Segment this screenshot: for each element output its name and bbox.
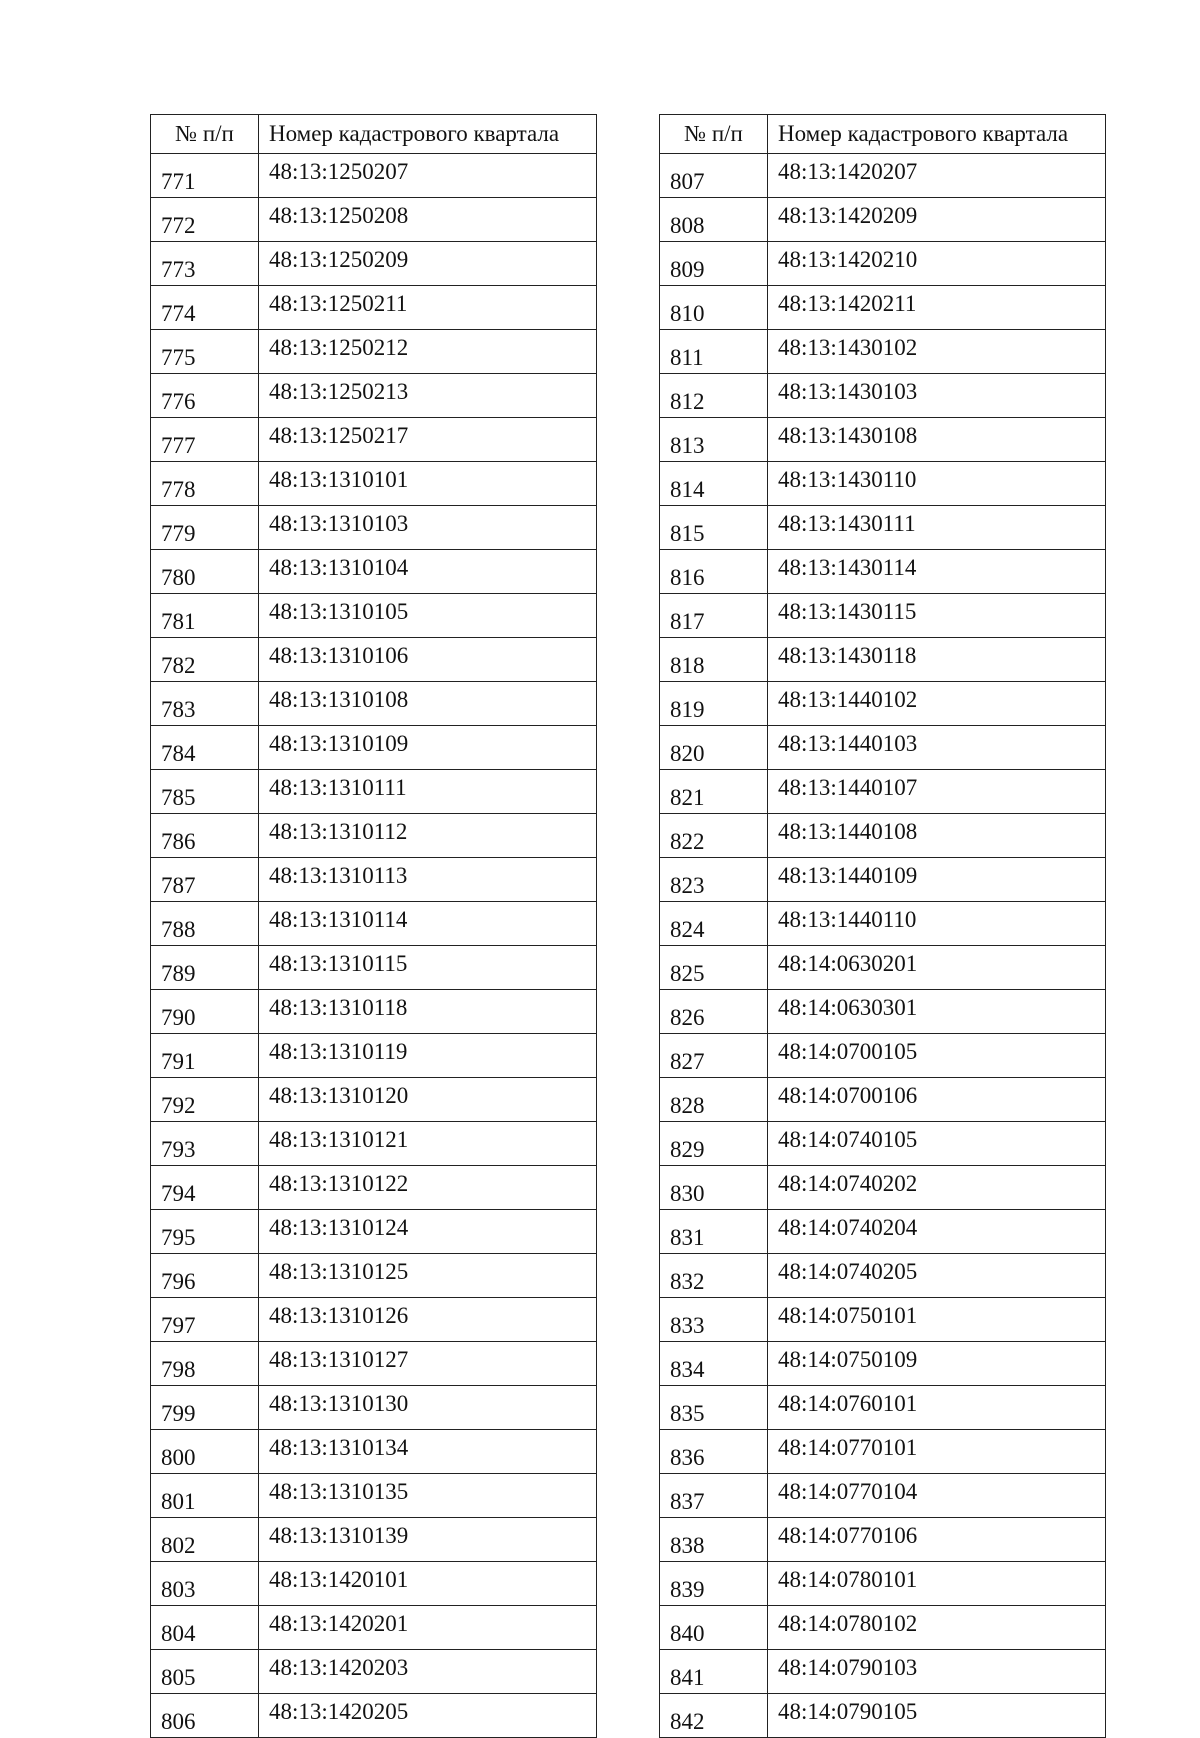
row-number-cell: 779 [151, 506, 259, 550]
row-number-cell: 771 [151, 154, 259, 198]
row-number-cell: 780 [151, 550, 259, 594]
row-number-cell: 796 [151, 1254, 259, 1298]
cadastral-quarter-cell: 48:13:1430110 [768, 462, 1106, 506]
cadastral-quarter-cell: 48:13:1430111 [768, 506, 1106, 550]
cadastral-quarter-cell: 48:13:1420207 [768, 154, 1106, 198]
table-row [660, 770, 1106, 814]
table-row [660, 1562, 1106, 1606]
row-number-cell: 783 [151, 682, 259, 726]
cadastral-quarter-cell: 48:13:1420210 [768, 242, 1106, 286]
cadastral-quarter-cell: 48:13:1310109 [259, 726, 597, 770]
table-row [660, 198, 1106, 242]
cadastral-quarter-cell: 48:14:0630201 [768, 946, 1106, 990]
row-number-cell: 821 [660, 770, 768, 814]
table-row [660, 1034, 1106, 1078]
row-number-cell: 772 [151, 198, 259, 242]
table-row [660, 814, 1106, 858]
table-row [151, 1474, 597, 1518]
column-header-cadastral-quarter: Номер кадастрового квартала [768, 115, 1106, 154]
cadastral-quarter-cell: 48:13:1310134 [259, 1430, 597, 1474]
table-row [660, 1606, 1106, 1650]
row-number-cell: 822 [660, 814, 768, 858]
row-number-cell: 834 [660, 1342, 768, 1386]
cadastral-quarter-cell: 48:13:1310118 [259, 990, 597, 1034]
cadastral-quarter-cell: 48:13:1250213 [259, 374, 597, 418]
row-number-cell: 817 [660, 594, 768, 638]
cadastral-quarter-cell: 48:14:0750109 [768, 1342, 1106, 1386]
table-row [151, 770, 597, 814]
cadastral-quarter-cell: 48:14:0700105 [768, 1034, 1106, 1078]
row-number-cell: 841 [660, 1650, 768, 1694]
table-row [660, 726, 1106, 770]
row-number-cell: 790 [151, 990, 259, 1034]
row-number-cell: 820 [660, 726, 768, 770]
row-number-cell: 803 [151, 1562, 259, 1606]
cadastral-quarter-cell: 48:13:1310108 [259, 682, 597, 726]
table-row [660, 242, 1106, 286]
cadastral-quarter-cell: 48:14:0630301 [768, 990, 1106, 1034]
row-number-cell: 786 [151, 814, 259, 858]
cadastral-quarter-cell: 48:13:1250217 [259, 418, 597, 462]
table-row [151, 1078, 597, 1122]
row-number-cell: 802 [151, 1518, 259, 1562]
row-number-cell: 839 [660, 1562, 768, 1606]
row-number-cell: 824 [660, 902, 768, 946]
cadastral-quarter-cell: 48:13:1250211 [259, 286, 597, 330]
cadastral-quarter-cell: 48:13:1310139 [259, 1518, 597, 1562]
row-number-cell: 815 [660, 506, 768, 550]
row-number-cell: 827 [660, 1034, 768, 1078]
table-row [660, 418, 1106, 462]
cadastral-quarter-cell: 48:13:1430102 [768, 330, 1106, 374]
table-row [660, 286, 1106, 330]
cadastral-quarter-cell: 48:13:1310114 [259, 902, 597, 946]
row-number-cell: 807 [660, 154, 768, 198]
row-number-cell: 808 [660, 198, 768, 242]
table-row [151, 1298, 597, 1342]
table-row [151, 638, 597, 682]
cadastral-table-left [150, 114, 597, 1738]
cadastral-quarter-cell: 48:14:0750101 [768, 1298, 1106, 1342]
cadastral-quarter-cell: 48:14:0790105 [768, 1694, 1106, 1738]
cadastral-quarter-cell: 48:13:1310135 [259, 1474, 597, 1518]
row-number-cell: 795 [151, 1210, 259, 1254]
row-number-cell: 806 [151, 1694, 259, 1738]
cadastral-quarter-cell: 48:13:1440102 [768, 682, 1106, 726]
cadastral-quarter-cell: 48:13:1430114 [768, 550, 1106, 594]
table-row [660, 1694, 1106, 1738]
cadastral-quarter-cell: 48:13:1310124 [259, 1210, 597, 1254]
table-row [151, 1166, 597, 1210]
row-number-cell: 838 [660, 1518, 768, 1562]
table-row [660, 1650, 1106, 1694]
row-number-cell: 828 [660, 1078, 768, 1122]
cadastral-quarter-cell: 48:13:1310122 [259, 1166, 597, 1210]
cadastral-quarter-cell: 48:13:1430115 [768, 594, 1106, 638]
row-number-cell: 836 [660, 1430, 768, 1474]
table-row [660, 946, 1106, 990]
row-number-cell: 833 [660, 1298, 768, 1342]
row-number-cell: 810 [660, 286, 768, 330]
cadastral-quarter-cell: 48:13:1250209 [259, 242, 597, 286]
cadastral-quarter-cell: 48:13:1310121 [259, 1122, 597, 1166]
table-row [660, 1166, 1106, 1210]
row-number-cell: 773 [151, 242, 259, 286]
table-row [660, 902, 1106, 946]
cadastral-quarter-cell: 48:13:1310113 [259, 858, 597, 902]
row-number-cell: 777 [151, 418, 259, 462]
cadastral-quarter-cell: 48:13:1310119 [259, 1034, 597, 1078]
table-row [151, 858, 597, 902]
cadastral-quarter-cell: 48:13:1430103 [768, 374, 1106, 418]
table-row [660, 858, 1106, 902]
table-row [660, 374, 1106, 418]
table-row [151, 594, 597, 638]
cadastral-quarter-cell: 48:14:0740205 [768, 1254, 1106, 1298]
row-number-cell: 830 [660, 1166, 768, 1210]
table-row [151, 990, 597, 1034]
cadastral-quarter-cell: 48:14:0780102 [768, 1606, 1106, 1650]
column-header-number: № п/п [660, 115, 768, 154]
cadastral-quarter-cell: 48:13:1420203 [259, 1650, 597, 1694]
cadastral-quarter-cell: 48:13:1440109 [768, 858, 1106, 902]
row-number-cell: 812 [660, 374, 768, 418]
cadastral-quarter-cell: 48:13:1420201 [259, 1606, 597, 1650]
row-number-cell: 835 [660, 1386, 768, 1430]
row-number-cell: 785 [151, 770, 259, 814]
table-row [151, 1650, 597, 1694]
row-number-cell: 794 [151, 1166, 259, 1210]
cadastral-quarter-cell: 48:13:1430118 [768, 638, 1106, 682]
table-row [151, 1386, 597, 1430]
cadastral-quarter-cell: 48:14:0790103 [768, 1650, 1106, 1694]
cadastral-quarter-cell: 48:13:1310104 [259, 550, 597, 594]
row-number-cell: 832 [660, 1254, 768, 1298]
table-row [151, 242, 597, 286]
table-row [151, 374, 597, 418]
row-number-cell: 809 [660, 242, 768, 286]
cadastral-quarter-cell: 48:13:1310120 [259, 1078, 597, 1122]
table-row [660, 1298, 1106, 1342]
row-number-cell: 792 [151, 1078, 259, 1122]
cadastral-quarter-cell: 48:14:0770101 [768, 1430, 1106, 1474]
cadastral-quarter-cell: 48:13:1440103 [768, 726, 1106, 770]
table-row [660, 462, 1106, 506]
cadastral-quarter-cell: 48:13:1440108 [768, 814, 1106, 858]
row-number-cell: 819 [660, 682, 768, 726]
row-number-cell: 840 [660, 1606, 768, 1650]
table-row [151, 814, 597, 858]
row-number-cell: 789 [151, 946, 259, 990]
table-row [151, 1562, 597, 1606]
row-number-cell: 776 [151, 374, 259, 418]
table-row [151, 1210, 597, 1254]
row-number-cell: 788 [151, 902, 259, 946]
row-number-cell: 829 [660, 1122, 768, 1166]
row-number-cell: 813 [660, 418, 768, 462]
cadastral-quarter-cell: 48:14:0770104 [768, 1474, 1106, 1518]
table-row [151, 550, 597, 594]
cadastral-quarter-cell: 48:14:0700106 [768, 1078, 1106, 1122]
table-row [660, 1122, 1106, 1166]
table-row [151, 462, 597, 506]
cadastral-quarter-cell: 48:13:1310127 [259, 1342, 597, 1386]
row-number-cell: 787 [151, 858, 259, 902]
table-header-row [151, 115, 597, 154]
table-row [151, 1430, 597, 1474]
cadastral-quarter-cell: 48:14:0770106 [768, 1518, 1106, 1562]
table-row [660, 1386, 1106, 1430]
cadastral-quarter-cell: 48:13:1310111 [259, 770, 597, 814]
row-number-cell: 798 [151, 1342, 259, 1386]
row-number-cell: 778 [151, 462, 259, 506]
table-row [151, 1342, 597, 1386]
cadastral-quarter-cell: 48:14:0740204 [768, 1210, 1106, 1254]
cadastral-quarter-cell: 48:13:1420211 [768, 286, 1106, 330]
table-row [660, 594, 1106, 638]
row-number-cell: 804 [151, 1606, 259, 1650]
cadastral-quarter-cell: 48:13:1310115 [259, 946, 597, 990]
cadastral-quarter-cell: 48:13:1310106 [259, 638, 597, 682]
row-number-cell: 842 [660, 1694, 768, 1738]
row-number-cell: 791 [151, 1034, 259, 1078]
table-row [151, 682, 597, 726]
table-row [151, 418, 597, 462]
row-number-cell: 775 [151, 330, 259, 374]
table-header-row [660, 115, 1106, 154]
table-row [660, 154, 1106, 198]
table-row [151, 286, 597, 330]
table-row [660, 1474, 1106, 1518]
row-number-cell: 800 [151, 1430, 259, 1474]
row-number-cell: 774 [151, 286, 259, 330]
cadastral-quarter-cell: 48:13:1440110 [768, 902, 1106, 946]
cadastral-quarter-cell: 48:13:1250207 [259, 154, 597, 198]
table-row [660, 1518, 1106, 1562]
table-row [660, 1342, 1106, 1386]
table-row [151, 902, 597, 946]
row-number-cell: 823 [660, 858, 768, 902]
row-number-cell: 782 [151, 638, 259, 682]
cadastral-quarter-cell: 48:13:1310105 [259, 594, 597, 638]
table-row [660, 330, 1106, 374]
table-row [660, 550, 1106, 594]
row-number-cell: 781 [151, 594, 259, 638]
cadastral-quarter-cell: 48:13:1250208 [259, 198, 597, 242]
cadastral-quarter-cell: 48:13:1250212 [259, 330, 597, 374]
table-row [660, 682, 1106, 726]
table-row [151, 506, 597, 550]
row-number-cell: 797 [151, 1298, 259, 1342]
table-row [151, 1034, 597, 1078]
row-number-cell: 825 [660, 946, 768, 990]
cadastral-table-right [659, 114, 1106, 1738]
row-number-cell: 831 [660, 1210, 768, 1254]
table-row [660, 506, 1106, 550]
cadastral-quarter-cell: 48:14:0740105 [768, 1122, 1106, 1166]
table-row [660, 638, 1106, 682]
row-number-cell: 784 [151, 726, 259, 770]
column-header-number: № п/п [151, 115, 259, 154]
table-row [660, 1078, 1106, 1122]
table-row [151, 1606, 597, 1650]
row-number-cell: 814 [660, 462, 768, 506]
table-row [151, 946, 597, 990]
table-row [151, 198, 597, 242]
table-row [151, 1694, 597, 1738]
cadastral-quarter-cell: 48:13:1430108 [768, 418, 1106, 462]
row-number-cell: 811 [660, 330, 768, 374]
cadastral-quarter-cell: 48:13:1310103 [259, 506, 597, 550]
cadastral-quarter-cell: 48:13:1310112 [259, 814, 597, 858]
row-number-cell: 799 [151, 1386, 259, 1430]
cadastral-quarter-cell: 48:14:0780101 [768, 1562, 1106, 1606]
row-number-cell: 816 [660, 550, 768, 594]
cadastral-quarter-cell: 48:13:1440107 [768, 770, 1106, 814]
table-row [660, 1430, 1106, 1474]
table-row [660, 1210, 1106, 1254]
cadastral-quarter-cell: 48:13:1310126 [259, 1298, 597, 1342]
table-row [151, 1518, 597, 1562]
row-number-cell: 837 [660, 1474, 768, 1518]
cadastral-quarter-cell: 48:13:1310125 [259, 1254, 597, 1298]
table-row [151, 1122, 597, 1166]
table-row [151, 726, 597, 770]
table-row [151, 154, 597, 198]
cadastral-quarter-cell: 48:13:1310101 [259, 462, 597, 506]
table-row [151, 1254, 597, 1298]
row-number-cell: 805 [151, 1650, 259, 1694]
row-number-cell: 826 [660, 990, 768, 1034]
row-number-cell: 801 [151, 1474, 259, 1518]
cadastral-quarter-cell: 48:14:0740202 [768, 1166, 1106, 1210]
cadastral-quarter-cell: 48:13:1420209 [768, 198, 1106, 242]
table-row [151, 330, 597, 374]
cadastral-quarter-cell: 48:14:0760101 [768, 1386, 1106, 1430]
cadastral-quarter-cell: 48:13:1310130 [259, 1386, 597, 1430]
column-header-cadastral-quarter: Номер кадастрового квартала [259, 115, 597, 154]
cadastral-quarter-cell: 48:13:1420205 [259, 1694, 597, 1738]
table-row [660, 1254, 1106, 1298]
row-number-cell: 818 [660, 638, 768, 682]
row-number-cell: 793 [151, 1122, 259, 1166]
table-row [660, 990, 1106, 1034]
cadastral-quarter-cell: 48:13:1420101 [259, 1562, 597, 1606]
